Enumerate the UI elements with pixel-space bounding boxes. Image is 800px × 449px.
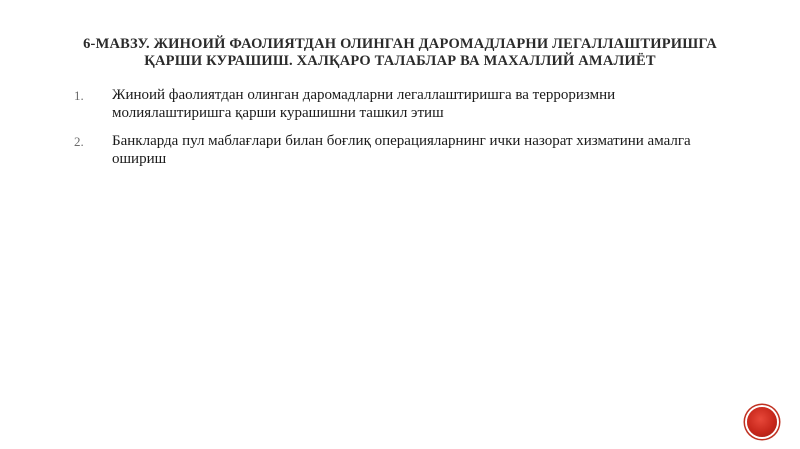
list-item-number: 2. xyxy=(74,134,84,149)
slide-title xyxy=(60,36,740,70)
slide-title-line-2: ҚАРШИ КУРАШИШ. ХАЛҚАРО ТАЛАБЛАР ВА МАХАЛЛИЙ АМАЛИЁТ xyxy=(144,53,656,69)
topic-list xyxy=(74,86,724,178)
slide-title-line-1: 6-МАВЗУ. ЖИНОИЙ ФАОЛИЯТДАН ОЛИНГАН ДАРОМАДЛАРНИ ЛЕГАЛЛАШТИРИШГА xyxy=(83,36,717,52)
list-item-text: Банкларда пул маблағлари билан боғлиқ операцияларнинг ички назорат хизматини амалга ошириш xyxy=(112,133,691,167)
list-item xyxy=(74,86,724,122)
list-item-text: Жиноий фаолиятдан олинган даромадларни легаллаштиришга ва терроризмни молиялаштиришга қарши курашишни ташкил этиш xyxy=(112,87,616,121)
next-slide-button[interactable] xyxy=(747,407,777,437)
list-item-number: 1. xyxy=(74,88,84,103)
list-item xyxy=(74,132,724,168)
